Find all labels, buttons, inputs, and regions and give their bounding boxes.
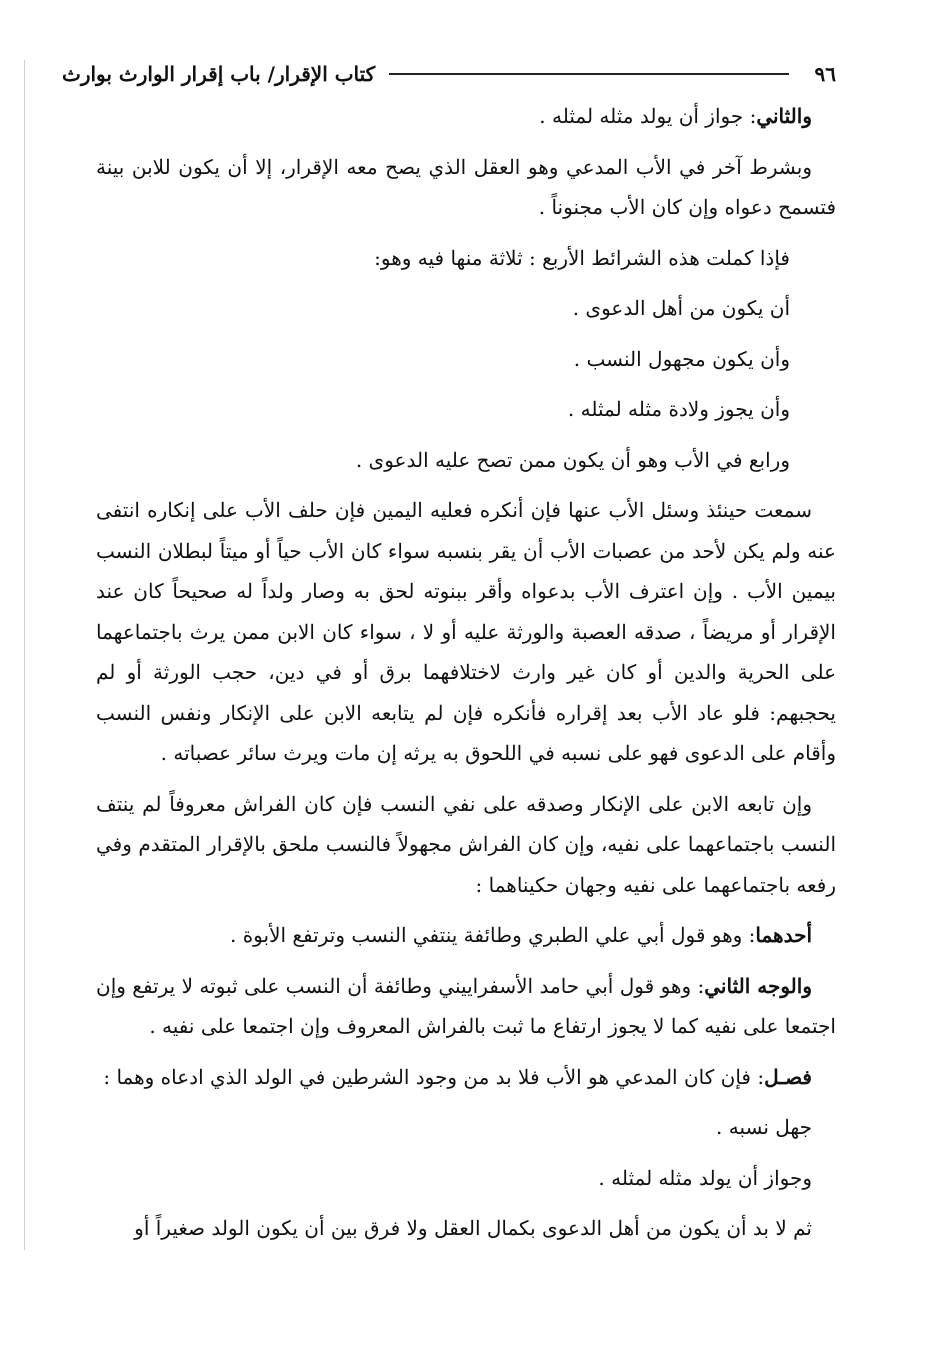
paragraph-lead: أحدهما (755, 923, 812, 947)
paragraph: أن يكون من أهل الدعوى . (572, 296, 790, 320)
paragraph: والوجه الثاني: وهو قول أبي حامد الأسفراييني وطائفة أن النسب على ثبوته لا يرتفع وإن اجتمعا على نفيه كما لا يجوز ارتفاع ما ثبت بالفراش المعروف وإن اجتمعا على نفيه . (96, 973, 836, 1038)
page-header (62, 52, 836, 96)
paragraph: وإن تابعه الابن على الإنكار وصدقه على نفي النسب فإن كان الفراش معروفاً لم ينتف النسب باجتماعهما على نفيه، وإن كان الفراش مجهولاً فالنسب ملحق بالإقرار المتقدم وفي رفعه باجتماعهما على نفيه وجهان حكيناهما : (96, 791, 836, 897)
paragraph-lead: فصـل (764, 1064, 812, 1089)
paragraph: وأن يكون مجهول النسب . (573, 346, 790, 371)
header-rule (389, 73, 788, 75)
running-title: كتاب الإقرار/ باب إقرار الوارث بوارث (62, 62, 376, 86)
scan-margin-line (24, 60, 25, 1250)
page-body (96, 96, 836, 1259)
paragraph: أحدهما: وهو قول أبي علي الطبري وطائفة ينتفي النسب وترتفع الأبوة . (229, 923, 812, 947)
paragraph: جهل نسبه . (716, 1115, 812, 1139)
paragraph: فصـل: فإن كان المدعي هو الأب فلا بد من وجود الشرطين في الولد الذي ادعاه وهما : (103, 1064, 812, 1089)
paragraph: فإذا كملت هذه الشرائط الأربع : ثلاثة منها فيه وهو: (374, 245, 790, 270)
paragraph: ورابع في الأب وهو أن يكون ممن تصح عليه الدعوى . (355, 447, 790, 472)
paragraph: وأن يجوز ولادة مثله لمثله . (567, 397, 790, 421)
paragraph: وجواز أن يولد مثله لمثله . (598, 1165, 812, 1190)
paragraph-lead: والثاني (756, 104, 812, 128)
paragraph-lead: والوجه الثاني (704, 973, 812, 998)
paragraph: وبشرط آخر في الأب المدعي وهو العقل الذي يصح معه الإقرار، إلا أن يكون للابن بينة فتسمح دعواه وإن كان الأب مجنوناً . (96, 154, 836, 219)
paragraph: ثم لا بد أن يكون من أهل الدعوى بكمال العقل ولا فرق بين أن يكون الولد صغيراً أو (134, 1216, 812, 1240)
paragraph: والثاني: جواز أن يولد مثله لمثله . (539, 104, 812, 128)
paragraph: سمعت حينئذ وسئل الأب عنها فإن أنكره فعليه اليمين فإن حلف الأب على إنكاره انتفى عنه ولم يكن لأحد من عصبات الأب أن يقر بنسبه سواء كان الأب حياً أو ميتاً لبطلان النسب بيمين الأب . وإن اعترف الأب بدعواه وأقر ببنوته لحق به وصار ولداً له صحيحاً كان عند الإقرار أو مريضاً ، صدقه العصبة والورثة عليه أو لا ، سواء كان الابن ممن يرث باجتماعهما على الحرية والدين أو كان غير وارث لاختلافهما برق أو في دين، حجب الورثة أو لم يحجبهم: فلو عاد الأب بعد إقراره فأنكره فإن لم يتابعه الابن على الإنكار ونفس النسب وأقام على الدعوى فهو على نسبه في اللحوق به يرثه إن مات ويرث سائر عصباته . (96, 498, 836, 765)
page-number: ٩٦ (814, 62, 836, 86)
